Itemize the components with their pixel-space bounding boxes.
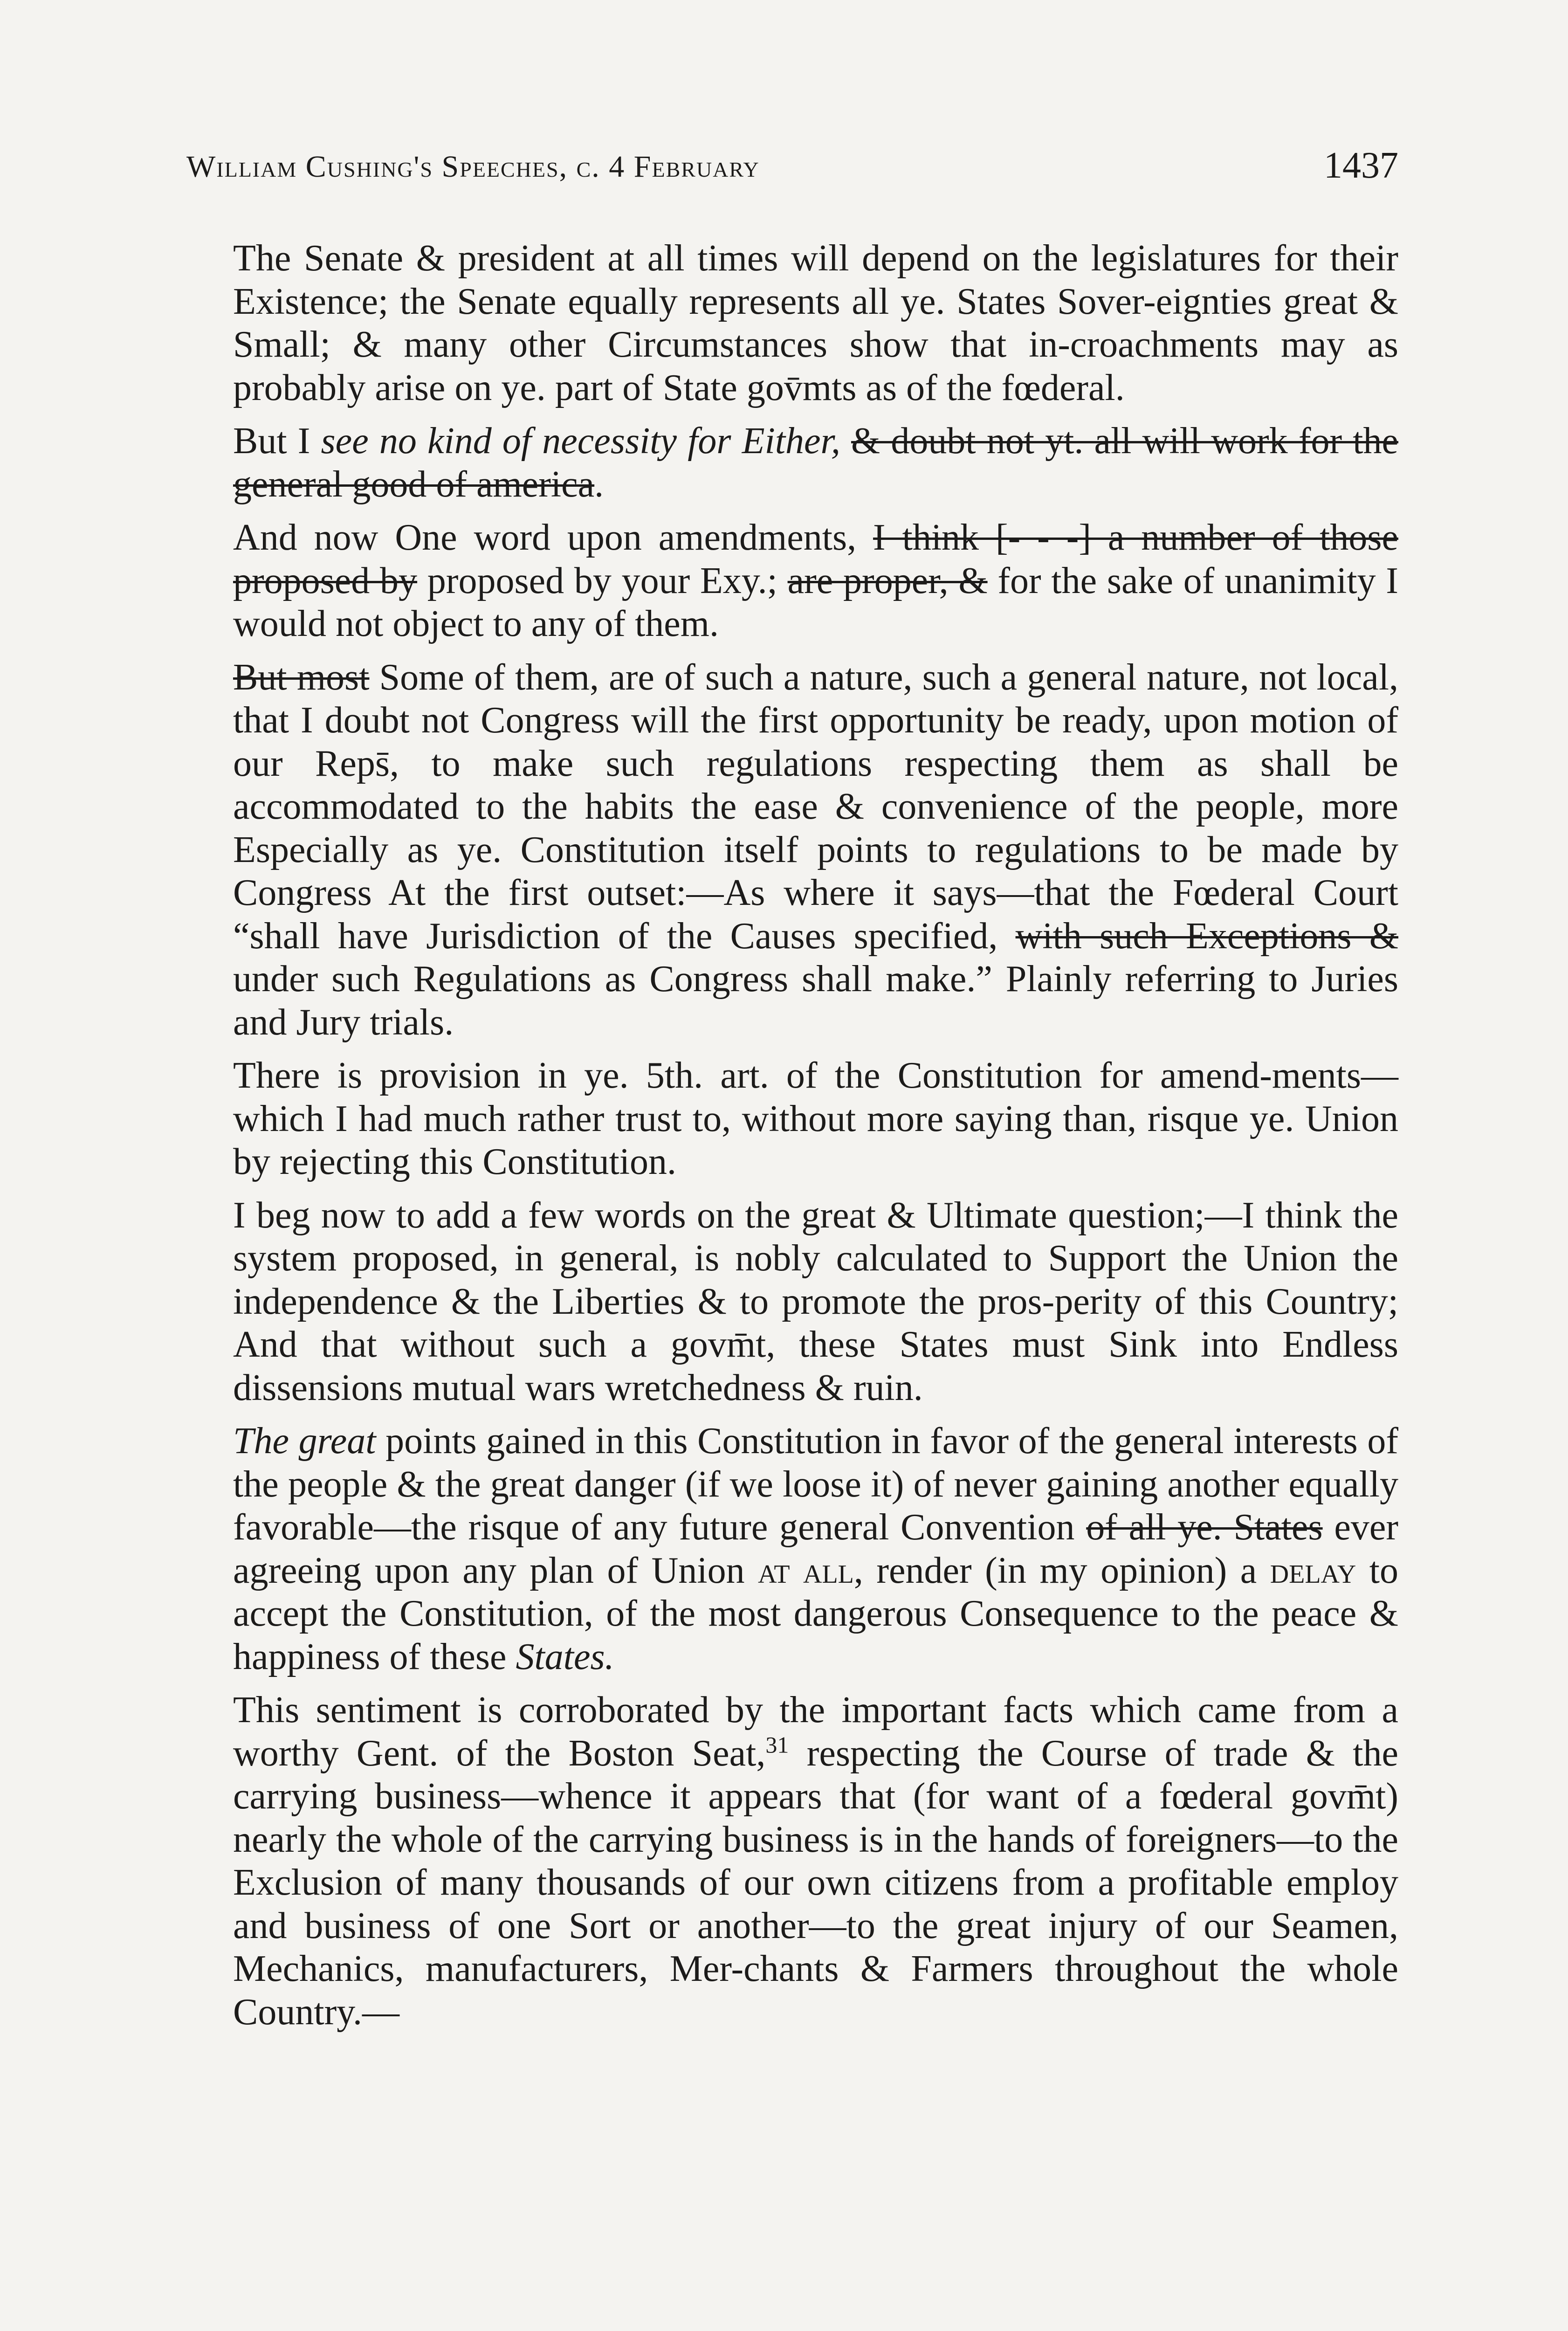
struck-text: But most [233,656,370,698]
page-number: 1437 [1324,145,1398,186]
paragraph-1-text: The Senate & president at all times will depend on the legislatures for their Existence; the Senate equally represents all ye. States Sover-eignties great & Small; & many other Circumstances show that in-croachments may as probably arise on ye. part of State gov̄mts as of the fœderal. [233,238,1398,408]
struck-text: with such Exceptions & [1015,915,1399,957]
struck-text: of all ye. States [1086,1507,1323,1548]
paragraph-4 [233,656,1398,1044]
struck-text: & doubt not yt. all will work for the general good of america [233,421,1399,505]
italic-text: see no kind of necessity for Either, [321,421,840,462]
paragraph-3-text: proposed by your Exy.; [417,560,788,601]
paragraph-3-text: And now One word upon amendments, [233,517,873,558]
small-caps-text: delay [1270,1550,1356,1591]
paragraph-3-text: for the sake of unanimity I would not object to any of them. [233,560,1399,644]
struck-text: I think [- - -] a number of those proposed by [233,517,1399,601]
body-text [233,237,1398,2044]
paragraph-8-text: respecting the Course of trade & the carrying business—whence it appears that (for want of a fœderal govm̄t) nearly the whole of the carrying business is in the hands of foreigners—to the Exclusion of many thousands of our own citizens from a profitable employ and business of one Sort or another—to the great injury of our Seamen, Mechanics, manufacturers, Mer-chants & Farmers throughout the whole Country.— [233,1732,1399,2033]
paragraph-2-text: But I [233,421,321,462]
paragraph-7 [233,1420,1398,1678]
paragraph-4-text: Some of them, are of such a nature, such a general nature, not local, that I doubt not Congress will the first opportunity be ready, upon motion of our Reps̄, to make such regulations respecting them as shall be accommodated to the habits the ease & convenience of the people, more Especially as ye. Constitution itself points to regulations to be made by Congress At the first outset:—As where it says—that the Fœderal Court “shall have Jurisdiction of the Causes specified, [233,656,1399,957]
paragraph-7-text: , render (in my opinion) a [853,1550,1270,1591]
footnote-marker[interactable]: 31 [765,1731,789,1758]
italic-text: States. [516,1636,614,1677]
paragraph-7-text: to accept the Constitution, of the most dangerous Consequence to the peace & happiness of these [233,1550,1398,1677]
paragraph-8 [233,1689,1398,2034]
struck-text: are proper, & [787,560,988,601]
paragraph-6 [233,1194,1398,1410]
paragraph-5-text: There is provision in ye. 5th. art. of the Constitution for amend-ments—which I had much rather trust to, without more saying than, risque ye. Union by rejecting this Constitution. [233,1055,1398,1182]
paragraph-5 [233,1054,1398,1184]
paragraph-3 [233,516,1398,646]
italic-text: The great [233,1421,376,1462]
small-caps-text: at all [758,1550,854,1591]
paragraph-2-space [840,421,851,462]
running-head: William Cushing's Speeches, c. 4 February [186,150,760,184]
paragraph-2-end: . [594,463,604,505]
paragraph-7-text: points gained in this Constitution in favor of the general interests of the people & the great danger (if we loose it) of never gaining another equally favorable—the risque of any future general Convention [233,1421,1398,1548]
paragraph-1 [233,237,1398,409]
paragraph-2 [233,420,1398,506]
paragraph-7-text: ever agreeing upon any plan of Union [233,1507,1399,1591]
paragraph-6-text: I beg now to add a few words on the great & Ultimate question;—I think the system proposed, in general, is nobly calculated to Support the Union the independence & the Liberties & to promote the pros-perity of this Country; And that without such a govm̄t, these States must Sink into Endless dissensions mutual wars wretchedness & ruin. [233,1194,1398,1408]
page-header [186,145,1398,205]
paragraph-4-text: under such Regulations as Congress shall make.” Plainly referring to Juries and Jury trials. [233,959,1398,1043]
paragraph-8-text: This sentiment is corroborated by the important facts which came from a worthy Gent. of the Boston Seat, [233,1690,1398,1774]
